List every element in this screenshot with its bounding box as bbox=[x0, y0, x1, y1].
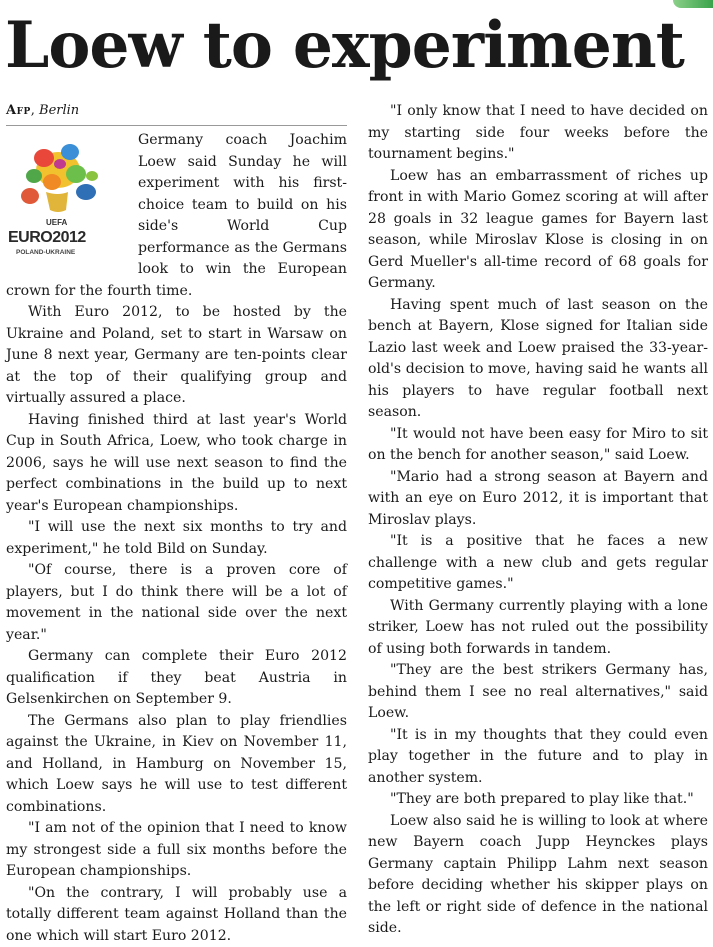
article-column-left bbox=[6, 98, 347, 947]
article-paragraph: Having spent much of last season on the bench at Bayern, Klose signed for Italian side Lazio last week and Loew praised the 33-year-old's decision to move, having said he wants all his players to have regular football next season. bbox=[368, 295, 708, 424]
article-paragraph: "It would not have been easy for Miro to sit on the bench for another season," said Loew. bbox=[368, 424, 708, 467]
article-paragraph: "It is a positive that he faces a new challenge with a new club and gets regular competitive games." bbox=[368, 531, 708, 596]
article-paragraph: "Of course, there is a proven core of players, but I do think there will be a lot of movement in the national side over the next year." bbox=[6, 560, 347, 646]
article-paragraph: Germany can complete their Euro 2012 qualification if they beat Austria in Gelsenkirchen on September 9. bbox=[6, 646, 347, 711]
article-paragraph: "I will use the next six months to try and experiment," he told Bild on Sunday. bbox=[6, 517, 347, 560]
article-paragraph: With Germany currently playing with a lone striker, Loew has not ruled out the possibility of using both forwards in tandem. bbox=[368, 596, 708, 661]
logo-brand: EURO2012 bbox=[8, 229, 86, 246]
euro2012-logo bbox=[6, 130, 130, 268]
article-paragraph: With Euro 2012, to be hosted by the Ukraine and Poland, set to start in Warsaw on June 8 next year, Germany are ten-points clear at the top of their qualifying group and virtually assured a place. bbox=[6, 302, 347, 410]
article-paragraph: Germany coach Joachim Loew said Sunday he will experiment with his first-choice team to build on his side's World Cup performance as the Germans look to win the European crown for the fourth time. bbox=[6, 130, 347, 302]
byline: Afp, Berlin bbox=[6, 98, 347, 126]
right-paragraphs bbox=[368, 101, 708, 940]
logo-subtitle: POLAND-UKRAINE bbox=[16, 249, 76, 256]
article-paragraph: "They are both prepared to play like that." bbox=[368, 789, 708, 811]
article-paragraph: The Germans also plan to play friendlies against the Ukraine, in Kiev on November 11, and Holland, in Hamburg on November 15, which Loew says he will use to test different combinations. bbox=[6, 711, 347, 819]
article-paragraph: "They are the best strikers Germany has, behind them I see no real alternatives," said Loew. bbox=[368, 660, 708, 725]
article-paragraph: "I am not of the opinion that I need to know my strongest side a full six months before the European championships. bbox=[6, 818, 347, 883]
headline: Loew to experiment bbox=[5, 4, 699, 88]
logo-org: UEFA bbox=[46, 218, 68, 227]
article-paragraph: "On the contrary, I will probably use a totally different team against Holland than the one which will start Euro 2012. bbox=[6, 883, 347, 947]
article-paragraph: "I only know that I need to have decided on my starting side four weeks before the tournament begins." bbox=[368, 101, 708, 166]
article-paragraph: "Mario had a strong season at Bayern and with an eye on Euro 2012, it is important that Miroslav plays. bbox=[368, 467, 708, 532]
article-column-right bbox=[368, 101, 708, 940]
euro-trophy-icon bbox=[21, 144, 98, 212]
article-paragraph: Having finished third at last year's World Cup in South Africa, Loew, who took charge in 2006, says he will use next season to find the perfect combinations in the build up to next year's European championships. bbox=[6, 410, 347, 518]
byline-agency: Afp bbox=[6, 103, 31, 118]
article-paragraph: "It is in my thoughts that they could even play together in the future and to play in another system. bbox=[368, 725, 708, 790]
article-paragraph: Loew has an embarrassment of riches up front in with Mario Gomez scoring at will after 28 goals in 32 league games for Bayern last season, while Miroslav Klose is closing in on Gerd Mueller's all-time record of 68 goals for Germany. bbox=[368, 166, 708, 295]
article-paragraph: Loew also said he is willing to look at where new Bayern coach Jupp Heynckes plays Germany captain Philipp Lahm next season before deciding whether his skipper plays on the left or right side of defence in the national side. bbox=[368, 811, 708, 940]
byline-place: Berlin bbox=[39, 103, 79, 118]
